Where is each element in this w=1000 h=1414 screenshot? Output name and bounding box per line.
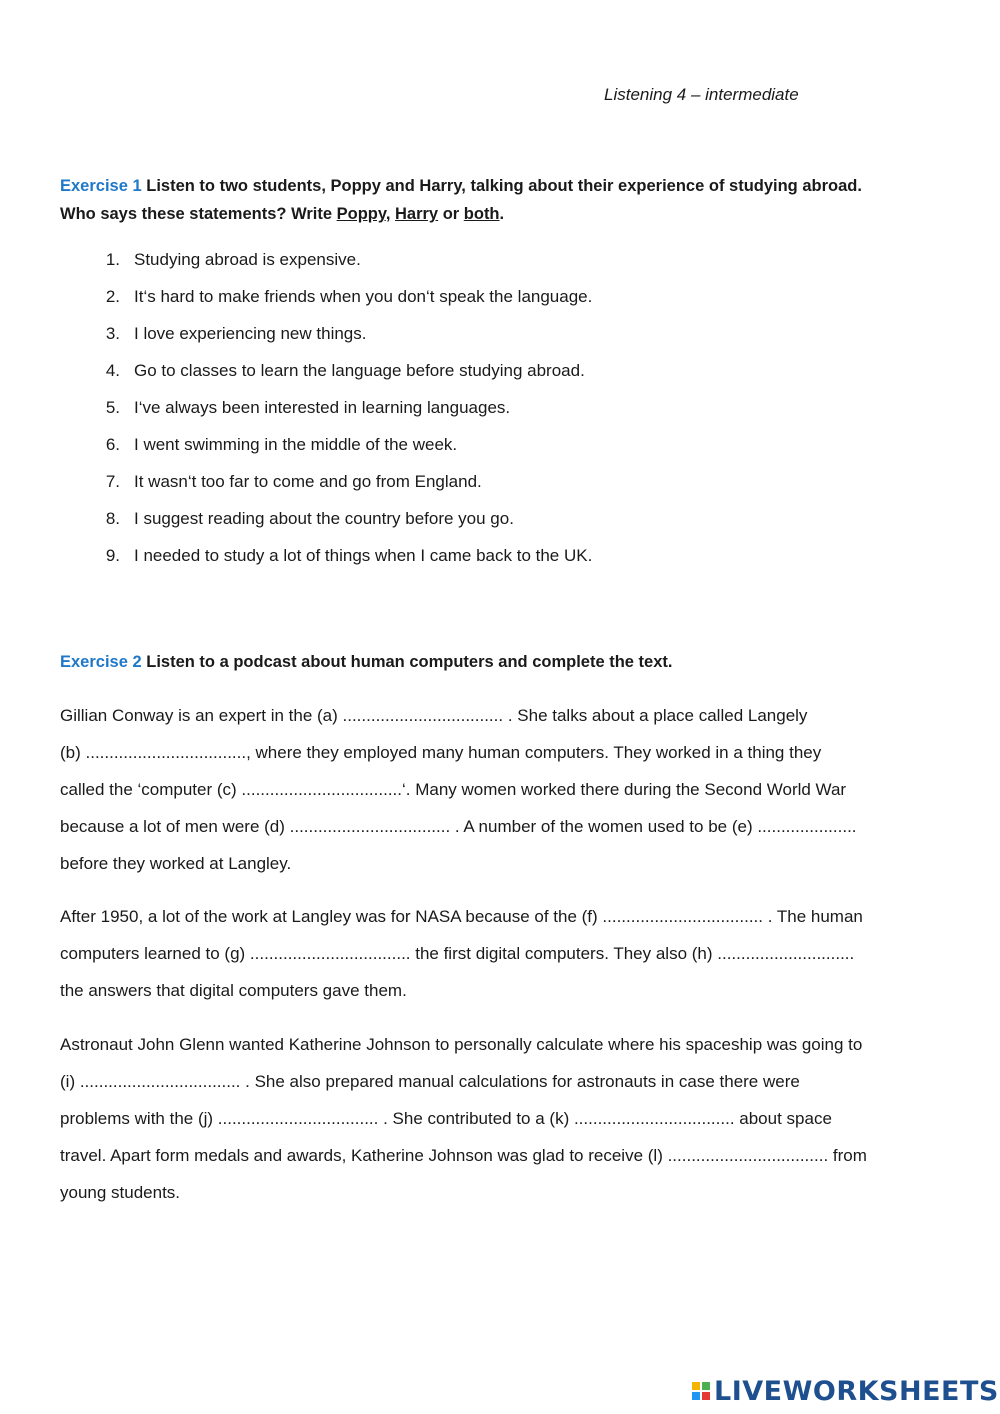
list-item <box>60 433 592 470</box>
text-line: (i) .................................. . She also prepared manual calculations for astronauts in case there were <box>60 1072 800 1091</box>
item-text: It‘s hard to make friends when you don‘t speak the language. <box>134 287 593 306</box>
paragraph-3 <box>60 1033 950 1218</box>
text-line: travel. Apart form medals and awards, Katherine Johnson was glad to receive (l) .................................. from <box>60 1146 867 1165</box>
item-text: It wasn‘t too far to come and go from England. <box>134 472 482 491</box>
exercise-2-title <box>60 648 940 676</box>
exercise-2-label: Exercise 2 <box>60 653 142 671</box>
item-text: I‘ve always been interested in learning languages. <box>134 398 511 417</box>
text-line: Gillian Conway is an expert in the (a) .................................. . She talks about a place called Langely <box>60 706 808 725</box>
paragraph-2 <box>60 905 950 1016</box>
item-number: 9. <box>105 546 120 565</box>
option-harry: Harry <box>394 205 439 223</box>
paragraph-1 <box>60 704 950 889</box>
separator: or <box>438 205 464 223</box>
liveworksheets-logo <box>692 1376 999 1406</box>
list-item <box>60 248 592 285</box>
exercise-1-label: Exercise 1 <box>60 177 142 195</box>
list-item <box>60 470 592 507</box>
exercise-1-instruction-line1: Listen to two students, Poppy and Harry, talking about their experience of studying abroad. <box>141 177 862 195</box>
list-item <box>60 285 592 322</box>
item-number: 7. <box>105 472 120 491</box>
item-number: 4. <box>105 361 120 380</box>
logo-text: LIVEWORKSHEETS <box>714 1375 999 1407</box>
item-number: 8. <box>105 509 120 528</box>
separator: , <box>385 205 395 223</box>
item-text: I went swimming in the middle of the week. <box>134 435 458 454</box>
exercise-1-instruction-line2: Who says these statements? Write <box>60 205 337 223</box>
item-number: 6. <box>105 435 120 454</box>
item-text: I love experiencing new things. <box>134 324 367 343</box>
item-number: 3. <box>105 324 120 343</box>
item-number: 1. <box>105 250 120 269</box>
period: . <box>499 205 505 223</box>
list-item <box>60 544 592 581</box>
text-line: After 1950, a lot of the work at Langley was for NASA because of the (f) .................................. . The human <box>60 907 863 926</box>
item-text: I needed to study a lot of things when I came back to the UK. <box>134 546 593 565</box>
statement-list <box>60 248 592 581</box>
logo-mark-icon <box>692 1382 710 1400</box>
list-item <box>60 359 592 396</box>
text-line: computers learned to (g) .................................. the first digital computers. They also (h) ............................. <box>60 944 855 963</box>
option-both: both <box>463 205 500 223</box>
worksheet-header: Listening 4 – intermediate <box>604 85 799 104</box>
item-number: 2. <box>105 287 120 306</box>
text-line: problems with the (j) .................................. . She contributed to a (k) .................................. about space <box>60 1109 832 1128</box>
text-line: young students. <box>60 1183 181 1202</box>
list-item <box>60 507 592 544</box>
item-text: Go to classes to learn the language before studying abroad. <box>134 361 585 380</box>
list-item <box>60 322 592 359</box>
list-item <box>60 396 592 433</box>
text-line: the answers that digital computers gave them. <box>60 981 407 1000</box>
exercise-1-title <box>60 172 940 228</box>
text-line: Astronaut John Glenn wanted Katherine Johnson to personally calculate where his spaceship was going to <box>60 1035 863 1054</box>
exercise-2-instruction: Listen to a podcast about human computers and complete the text. <box>141 653 673 671</box>
option-poppy: Poppy <box>336 205 386 223</box>
item-number: 5. <box>105 398 120 417</box>
item-text: I suggest reading about the country before you go. <box>134 509 514 528</box>
text-line: before they worked at Langley. <box>60 854 292 873</box>
item-text: Studying abroad is expensive. <box>134 250 361 269</box>
text-line: (b) .................................., where they employed many human computers. They worked in a thing they <box>60 743 822 762</box>
text-line: because a lot of men were (d) .................................. . A number of the women used to be (e) ..................... <box>60 817 857 836</box>
text-line: called the ‘computer (c) ..................................‘. Many women worked there during the Second World War <box>60 780 847 799</box>
